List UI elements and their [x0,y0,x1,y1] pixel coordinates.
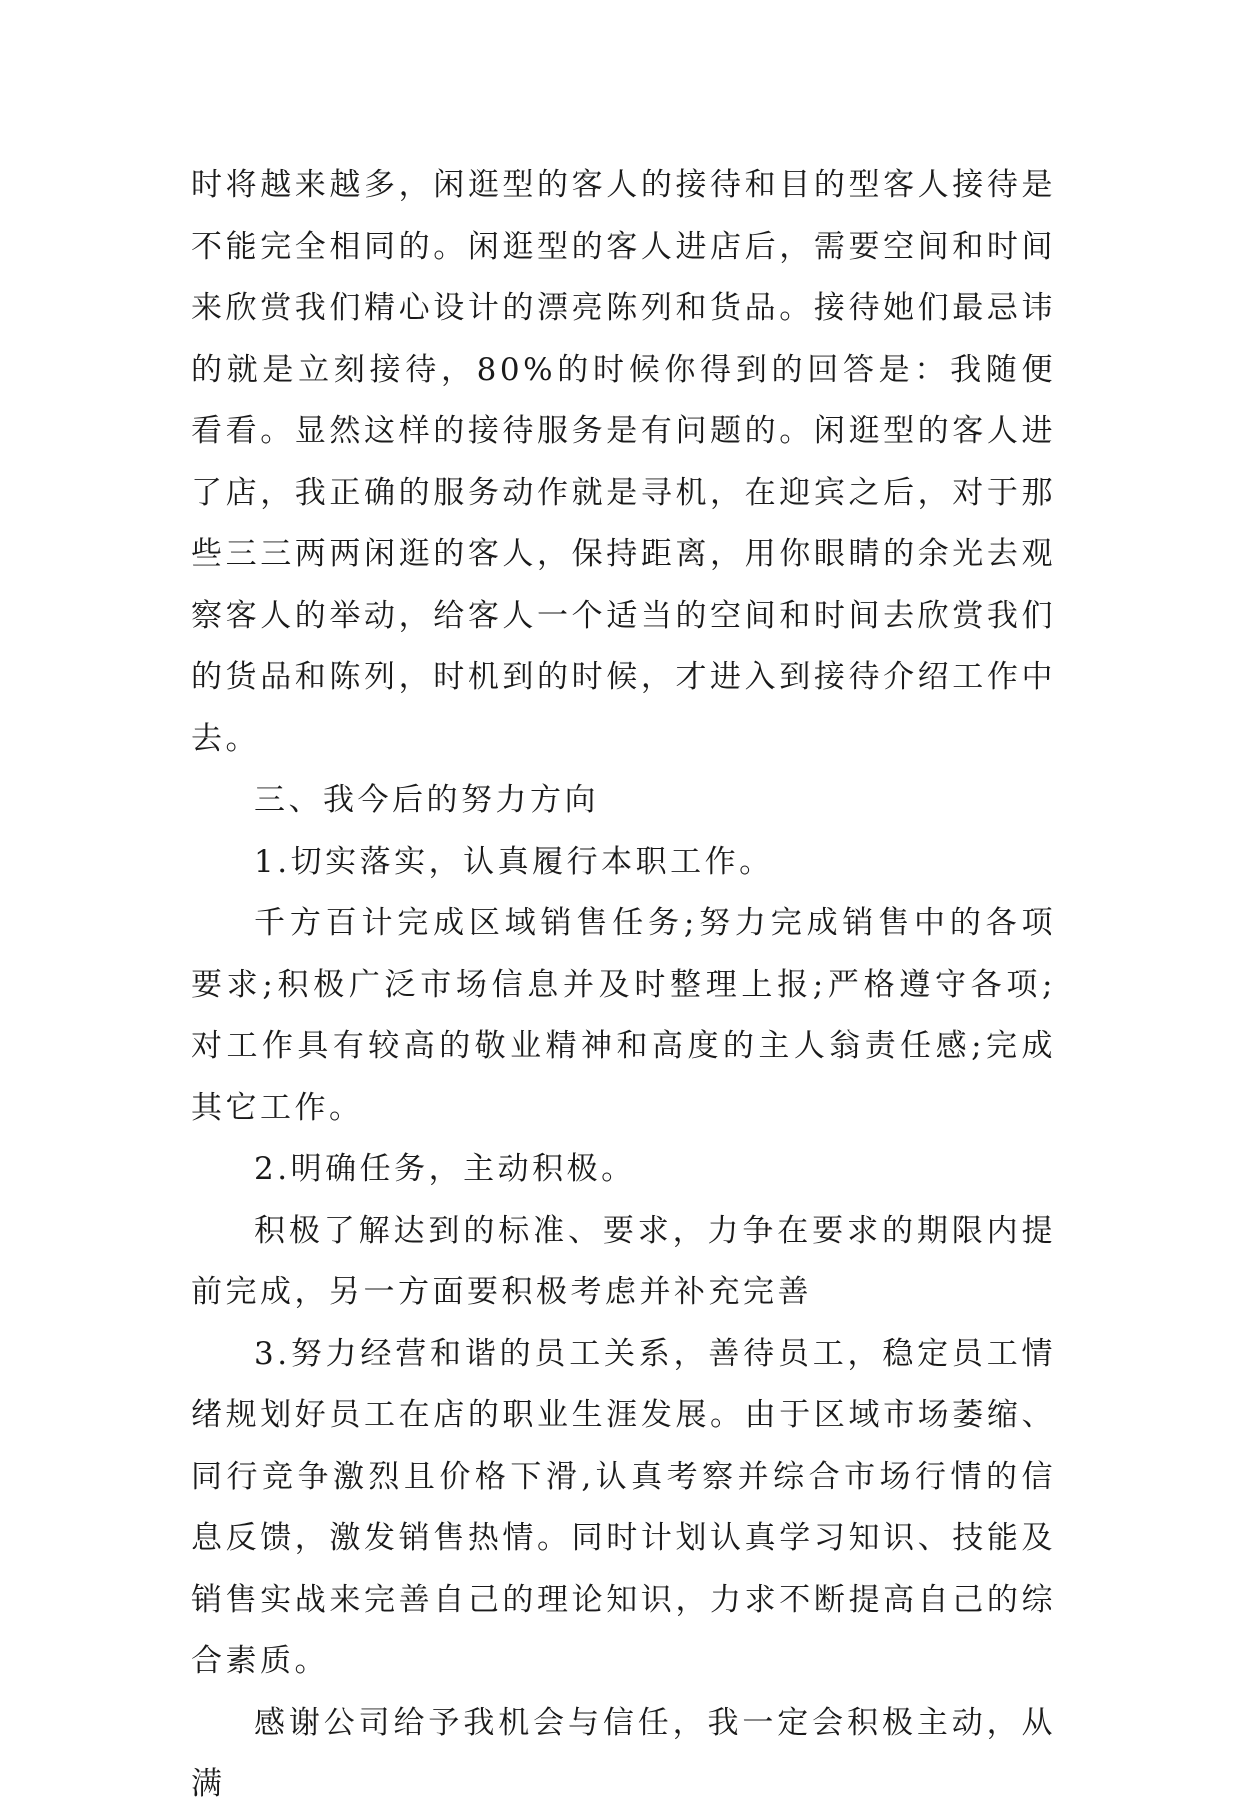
paragraph-continued-text: 时将越来越多，闲逛型的客人的接待和目的型客人接待是不能完全相同的。闲逛型的客人进店后，需要空间和时间来欣赏我们精心设计的漂亮陈列和货品。接待她们最忌讳的就是立刻接待，80%的时候你得到的回答是：我随便看看。显然这样的接待服务是有问题的。闲逛型的客人进了店，我正确的服务动作就是寻机，在迎宾之后，对于那些三三两两闲逛的客人，保持距离，用你眼睛的余光去观察客人的举动，给客人一个适当的空间和时间去欣赏我们的货品和陈列，时机到的时候，才进入到接待介绍工作中去。 [191,167,1056,757]
paragraph-item-3: 3.努力经营和谐的员工关系，善待员工，稳定员工情绪规划好员工在店的职业生涯发展。由于区域市场萎缩、同行竞争激烈且价格下滑,认真考察并综合市场行情的信息反馈，激发销售热情。同时计划认真学习知识、技能及销售实战来完善自己的理论知识，力求不断提高自己的综合素质。 [191,1335,1056,1679]
paragraph-item-1-body: 千方百计完成区域销售任务;努力完成销售中的各项要求;积极广泛市场信息并及时整理上报;严格遵守各项;对工作具有较高的敬业精神和高度的主人翁责任感;完成其它工作。 [191,905,1056,1126]
item-heading-1: 1.切实落实，认真履行本职工作。 [254,843,774,880]
document-body [191,155,1056,1816]
section-heading-future-direction: 三、我今后的努力方向 [254,782,599,818]
paragraph-closing: 感谢公司给予我机会与信任，我一定会积极主动，从满 [191,1704,1056,1802]
item-heading-2: 2.明确任务，主动积极。 [254,1151,636,1187]
paragraph-item-2-body: 积极了解达到的标准、要求，力争在要求的期限内提前完成，另一方面要积极考虑并补充完善 [191,1212,1056,1310]
